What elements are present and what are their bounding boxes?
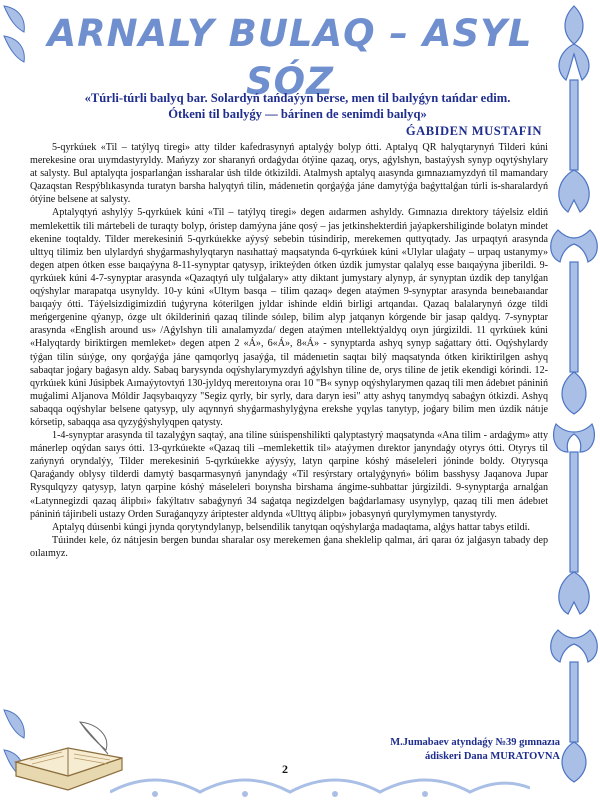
quote-author: ǴABIDEN MUSTAFIN [405, 124, 542, 138]
right-ornament-border [548, 0, 600, 800]
signature-school: M.Jumabaev atyndaǵy №39 gımnazıa [390, 737, 560, 748]
paragraph: Aptalyq dúısenbi kúngi jıynda qorytyndylanyp, belsendilik tanytqan oqýshylarǵa madaqtama, alǵys hattar tabys etildi. [52, 521, 530, 533]
signature-name: ádiskeri Dana MURATOVNA [425, 751, 560, 762]
author-signature [390, 736, 560, 764]
quote-line-1: «Túrli-túrli baılyq bar. Solardyń tańdaýyn berse, men til baılyǵyn tańdar edim. [84, 91, 511, 105]
paragraph: Aptalyqtyń ashylýy 5-qyrkúıek kúni «Til – tatýlyq tiregi» degen aıdarmen ashyldy. Gımnazıa dırektory táýelsiz eldiń memlekettik tili mártebeli de turaqty bolyp, óristep damýyna jáne qosý – jas jetkinshekterdiń jaýapkershiliginde bolatyn mindet ekenine toqtaldy. Tilder merekesiniń 5-qyrkúıekke aýysý sebebin túsindirip, merekemen quttyqtady. Jas urpaqtyń arasynda ulttyq tilimiz ben ulylardyń shyǵarmashylyqtaryn nasıhattaý maqsatynda 6-qyrkúıek kúni «Ulylar ulaǵaty – urpaq ustanymy» degen atpen ótken esse baıqaýyna 8-11-synyptar qatysyp, irikteýden ótken úzdik jumystar qalalyq esse baıqaýyna jiberildi. 9-qyrkúıek kúni 4-7-synyptar arasynda «Qazaqtyń uly tulǵalary» atty diktant jumystary alynyp, ár synyptan úzdik dep tanylǵan oqýshylar marapatqa usynyldy. 10-y kúni «Ultym basqa – tilim qazaq» degen ataýmen 9-synyptar arasynda beınebaıandar baıqaýy ótti. Táýelsizdigimizdiń tuǵyryna kóterilgen jyldar ishinde eldiń birligi artqandaı. Qazaq balalarynyń ózge tildi meńgergenine qýanyp, ózge ult ókilderiniń qazaq tilinde sóılep, bilim alyp jatqanyn kórgende bir jasap qaldyq. 7-synyptar arasynda «English around us» /Aǵylshyn tili aınalamyzda/ degen ataýmen ıntellektýaldyq oıyn júrgizildi. 11 qyrkúıek kúni «Halyqtardy biriktirgen memleket» degen atpen 2 «Á», 6«Á», 8«Á» - synyptarda ashyq synyp saǵattary ótti. Oqýshylardy týǵan tilin súıýge, ony qorǵaýǵa jáne qamqorlyq jasaýǵa, til mádenıetin saqtaı bilý maqsatynda ótken kiriktirilgen ashyq sabaqtar joǵary baǵasyn aldy. Sabaq barysynda oqýshylarymyzdyń aǵylshyn tiline de, orys tiline de jetik ekendigi kórindi. 12-qyrkúıek kúni Júsipbek Aımaýytovtyń 130-jyldyq mereıtoıyna oraı 10 "B« synyp oqýshylarymen qazaq tili men ádebıet pániniń muǵalimi Aljanova Móldir Jaqsybaıqyzy "Segiz qyrly, bir syrly, dara daryn iesi" atty ashyq tanymdyq sabaǵyn ótkizdi. Ashyq sabaqqa oqýshylar belsene qatysyp, uly aqynnyń shyǵarmashylyǵyna erekshe yqylas tanytyp, joǵary bilim men úzdik nátıje kórsetip, sabaqqa asa qyzyǵýshylyqpen qatysty. [30, 207, 548, 428]
page-number: 2 [282, 762, 288, 776]
bottom-ornament-band [110, 772, 530, 800]
article-body [30, 141, 548, 560]
page-title: ARNALY BULAQ – ASYL SÓZ [47, 12, 533, 103]
paragraph: 1-4-synyptar arasynda til tazalyǵyn saqtaý, ana tiline súıispenshilikti qalyptastyrý maqsatynda «Ana tilim - ardaǵym» atty mánerlep oqýdan saıys ótti. 13-qyrkúıekte «Qazaq tili –memlekettik til» ataýymen dırektor janyndaǵy otyrys ótti. Otyrys til zańynyń oryndalýy, Tilder merekesiniń 5-qyrkúıekke aýysýy, latyn qarpine kóshý máseleleri jóninde boldy. Otyrysqa Qaraǵandy oblysy tilderdi damytý basqarmasynyń janyndaǵy «Til resýrstary ortalyǵynyń» bólim basshysy Jaqanova Jupar Rysqulqyzy qatysyp, latyn qarpine kóshý máseleleri boıynsha birshama ángime-suhbattar júrgizildi. 9-synyptarǵa arnalǵan «Latynnegizdi qazaq álipbıi» fakýltatıv sabaǵynyń 34 saǵatqa negizdelgen baǵdarlamasy usynylyp, qazaq tili men ádebıet pániniń tájirıbeli ustazy Orden Suraǵanqyzy áriptester aldynda «Ulttyq álipbı» jobasynyń qurylymymen tanystyrdy. [30, 430, 548, 520]
book-quill-icon [10, 718, 130, 796]
paragraph: Túıindeı kele, óz nátıjesin bergen bundaı sharalar osy merekemen ǵana sheklelip qalmaı, ári qaraı óz jalǵasyn tabady dep oılaımyz. [30, 534, 548, 559]
epigraph-quote [40, 90, 555, 122]
quote-line-2: Ótkeni til baılyǵy — bárinen de senimdi baılyq» [168, 107, 427, 121]
paragraph: 5-qyrkúıek «Til – tatýlyq tiregi» atty tilder kafedrasynyń aptalyǵy bolyp ótti. Aptalyq QR halyqtarynyń Tilderi kúni merekesine oraı uıymdastyryldy. Mańyzy zor sharanyń ordaǵydaı ótýine qazaq, orys, aǵylshyn, bastaýysh synyp oqytýshylary at salysty. Bul aptalyqta josparlanǵan issharalar úsh tilde ótkizildi. Atalmysh aptalyq aıasynda gımnazıamyzdyń til mamandary Qazaqstan Respýblıkasynda turatyn barsha halyqtyń tilin, mádenıetin qorǵaýǵa jáne damytýǵa baǵyttalǵan túrli is-sharalardyń ótýine belsene at salysty. [30, 142, 548, 206]
